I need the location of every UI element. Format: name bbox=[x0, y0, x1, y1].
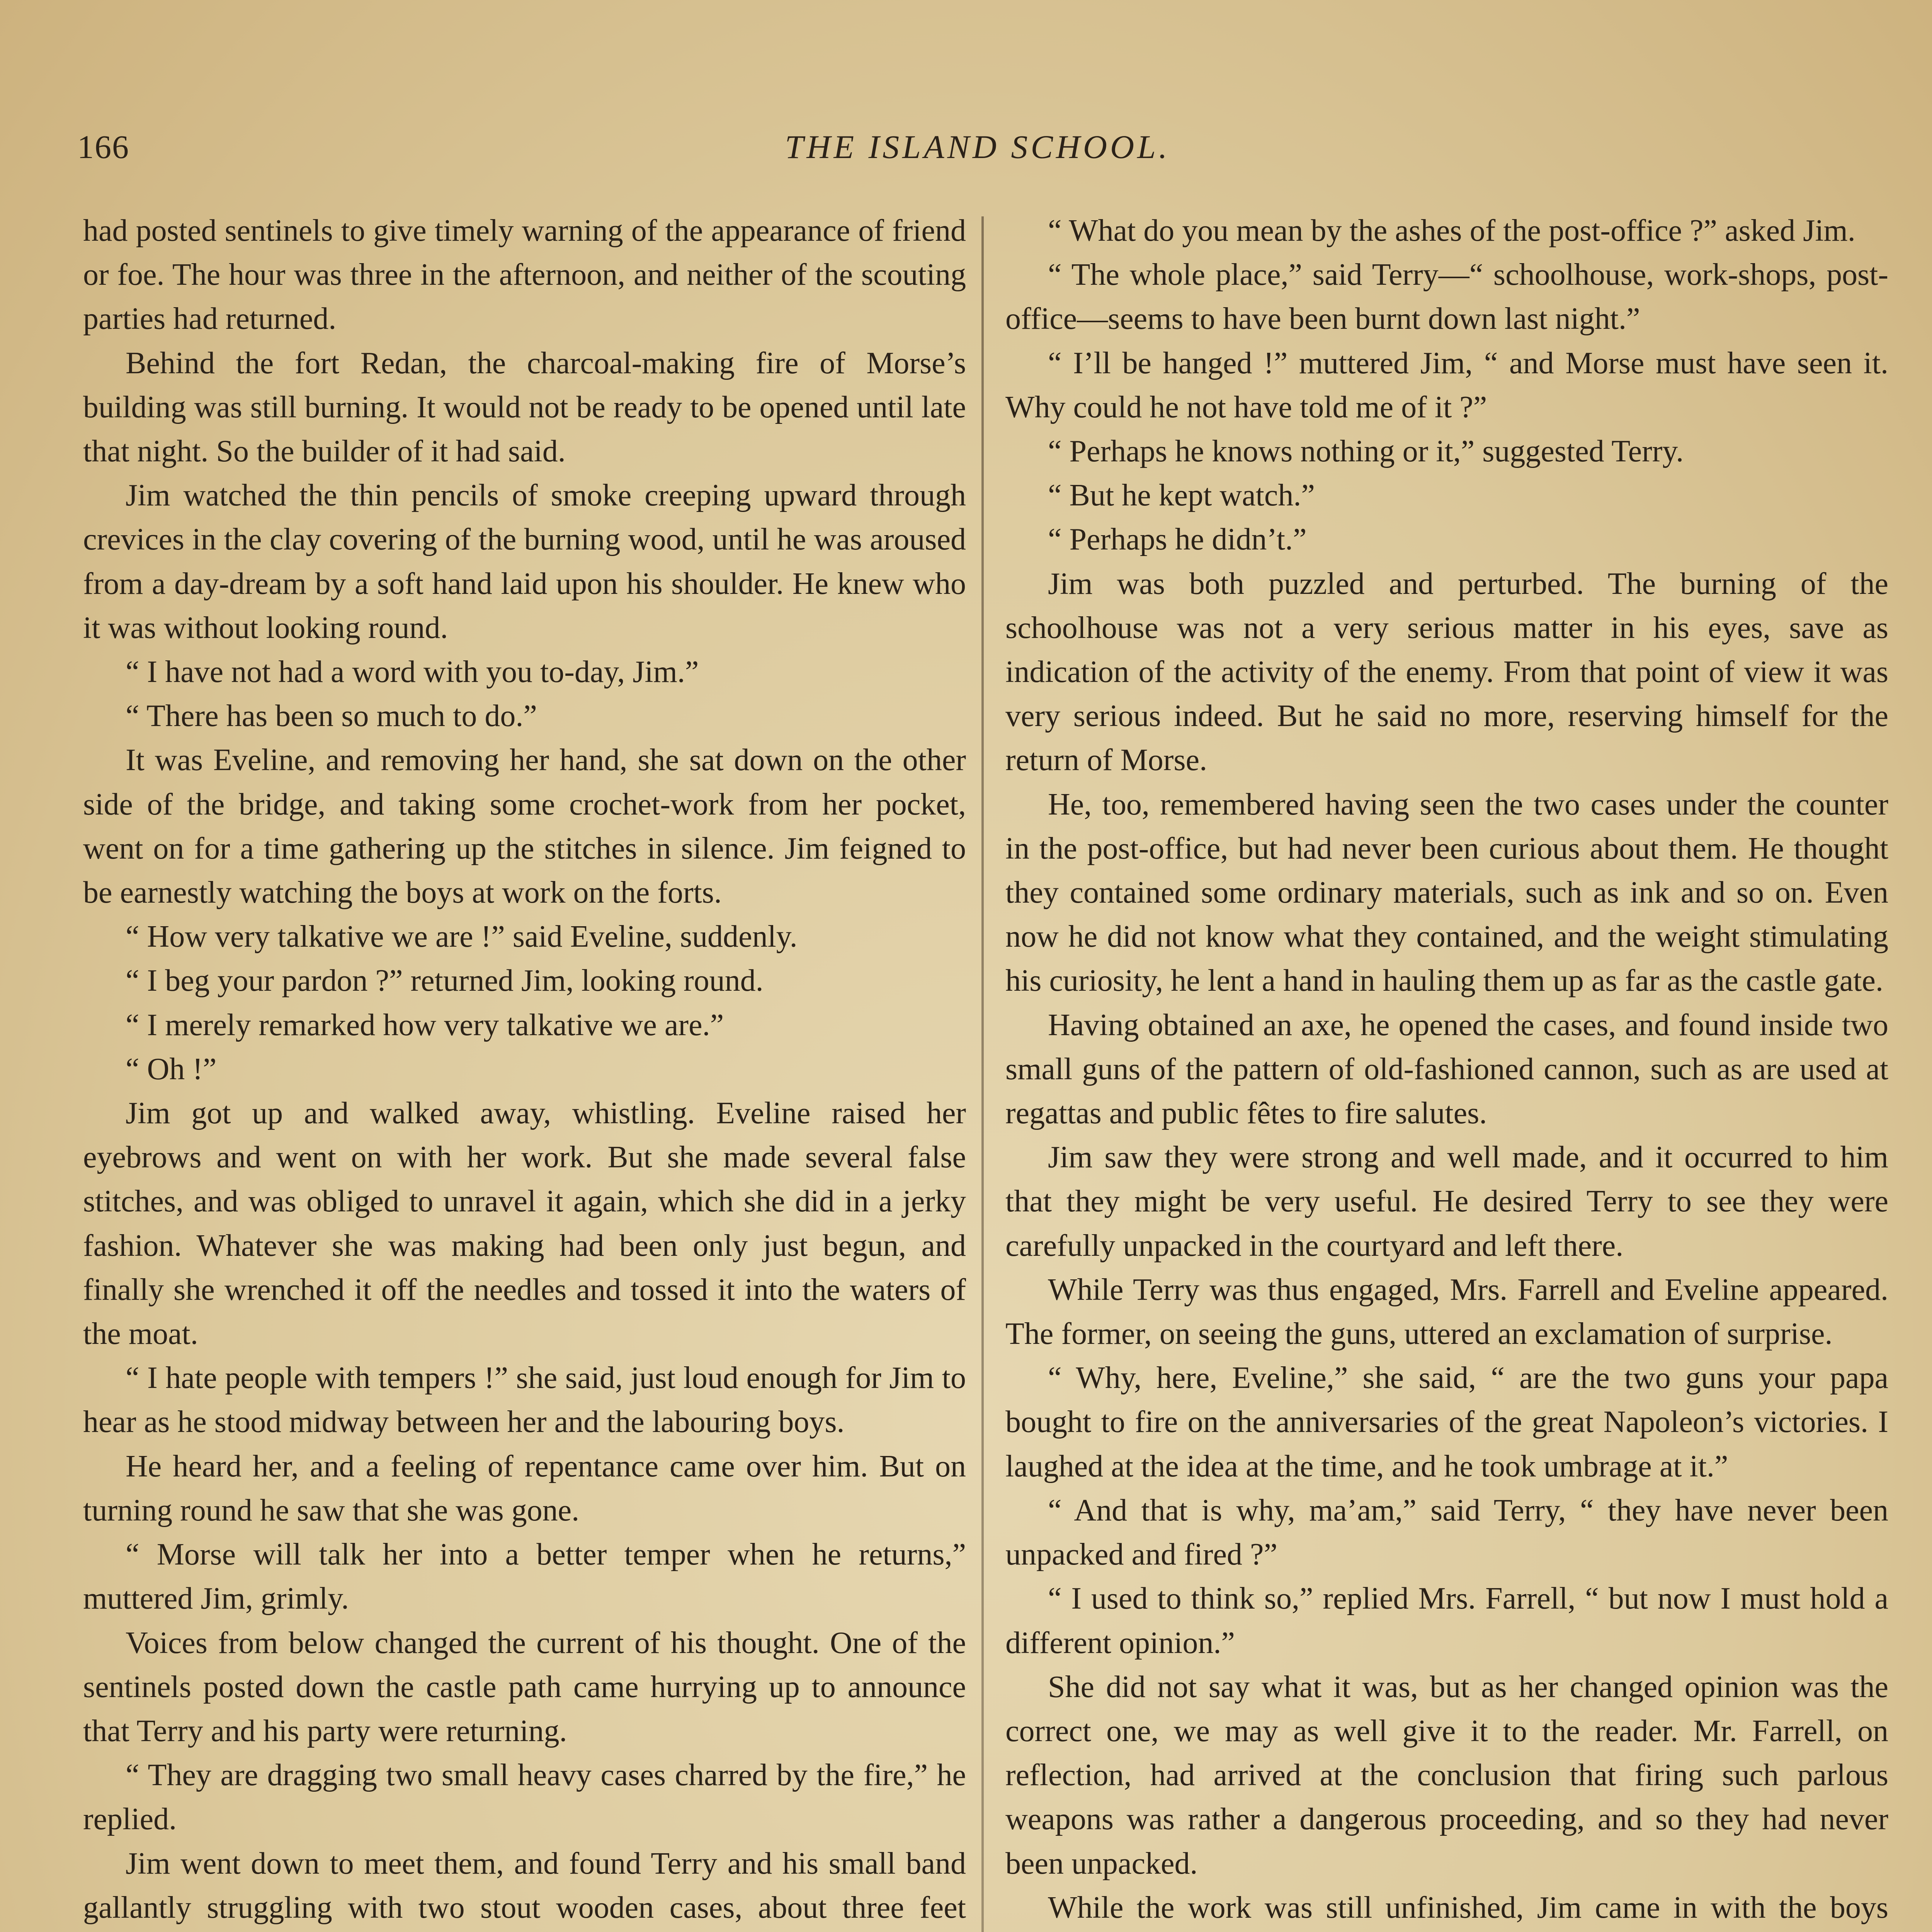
paragraph: “ But he kept watch.” bbox=[1048, 478, 1315, 513]
paragraph: “ I used to think so,” replied Mrs. Farrell, “ but now I must hold a different opinion.” bbox=[1005, 1582, 1888, 1660]
paragraph: While the work was still unfinished, Jim came in with the boys bbox=[1048, 1890, 1888, 1925]
paragraph: had posted sentinels to give timely warning of the appearance of friend or foe. The hour was three in the afternoon, and neither of the scouting parties had returned. bbox=[83, 214, 966, 336]
paragraph: “ There has been so much to do.” bbox=[126, 699, 537, 733]
right-text-column bbox=[1005, 209, 1888, 1932]
paragraph: “ What do you mean by the ashes of the post-office ?” asked Jim. bbox=[1048, 214, 1855, 248]
paragraph: “ Perhaps he didn’t.” bbox=[1048, 522, 1307, 557]
paragraph: He, too, remembered having seen the two cases under the counter in the post-office, but had never been curious about them. He thought they contained some ordinary materials, such as ink and so on. Even now he did not know what they contained, and the weight stimulating his curiosity, he lent a hand in hauling them up as far as the castle gate. bbox=[1005, 787, 1888, 998]
paragraph: Jim got up and walked away, whistling. Eveline raised her eyebrows and went on with her work. But she made several false stitches, and was obliged to unravel it again, which she did in a jerky fashion. Whatever she was making had been only just begun, and finally she wrenched it off the needles and tossed it into the waters of the moat. bbox=[83, 1096, 966, 1351]
running-title: THE ISLAND SCHOOL. bbox=[785, 128, 1170, 165]
paragraph: “ Morse will talk her into a better temper when he returns,” muttered Jim, grimly. bbox=[83, 1537, 966, 1616]
page-number: 166 bbox=[77, 128, 129, 165]
paragraph: It was Eveline, and removing her hand, she sat down on the other side of the bridge, and taking some crochet-work from her pocket, went on for a time gathering up the stitches in silence. Jim feigned to be earnestly watching the boys at work on the forts. bbox=[83, 743, 966, 910]
paragraph: “ I beg your pardon ?” returned Jim, looking round. bbox=[126, 964, 764, 998]
paragraph: Voices from below changed the current of his thought. One of the sentinels posted down the castle path came hurrying up to announce that Terry and his party were returning. bbox=[83, 1626, 966, 1748]
paragraph: “ And that is why, ma’am,” said Terry, “ they have never been unpacked and fired ?” bbox=[1005, 1493, 1888, 1572]
paragraph: “ I hate people with tempers !” she said, just loud enough for Jim to hear as he stood midway between her and the labouring boys. bbox=[83, 1361, 966, 1439]
paragraph: “ The whole place,” said Terry—“ schoolhouse, work-shops, post-office—seems to have been burnt down last night.” bbox=[1005, 258, 1888, 336]
paragraph: “ I have not had a word with you to-day, Jim.” bbox=[126, 655, 699, 689]
paragraph: “ Oh !” bbox=[126, 1052, 217, 1086]
paragraph: Jim saw they were strong and well made, and it occurred to him that they might be very useful. He desired Terry to see they were carefully unpacked in the courtyard and left there. bbox=[1005, 1140, 1888, 1263]
paragraph: Behind the fort Redan, the charcoal-making fire of Morse’s building was still burning. It would not be ready to be opened until late that night. So the builder of it had said. bbox=[83, 346, 966, 469]
paragraph: “ I merely remarked how very talkative we are.” bbox=[126, 1008, 724, 1042]
page-header bbox=[77, 128, 1878, 178]
paragraph: “ Perhaps he knows nothing or it,” suggested Terry. bbox=[1048, 434, 1684, 469]
left-text-column bbox=[83, 209, 966, 1932]
paragraph: Jim was both puzzled and perturbed. The burning of the schoolhouse was not a very serious matter in his eyes, save as indication of the activity of the enemy. From that point of view it was very serious indeed. But he said no more, reserving himself for the return of Morse. bbox=[1005, 566, 1888, 777]
paragraph: Jim went down to meet them, and found Terry and his small band gallantly struggling with two stout wooden cases, about three feet bbox=[83, 1846, 966, 1925]
paragraph: “ How very talkative we are !” said Eveline, suddenly. bbox=[126, 920, 798, 954]
paragraph: Having obtained an axe, he opened the cases, and found inside two small guns of the pattern of old-fashioned cannon, such as are used at regattas and public fêtes to fire salutes. bbox=[1005, 1008, 1888, 1131]
paragraph: He heard her, and a feeling of repentance came over him. But on turning round he saw that she was gone. bbox=[83, 1449, 966, 1527]
column-divider bbox=[981, 216, 984, 1932]
paragraph: She did not say what it was, but as her changed opinion was the correct one, we may as well give it to the reader. Mr. Farrell, on reflection, had arrived at the conclusion that firing such parlous weapons was rather a dangerous proceeding, and so they had never been unpacked. bbox=[1005, 1670, 1888, 1881]
paragraph: Jim watched the thin pencils of smoke creeping upward through crevices in the clay covering of the burning wood, until he was aroused from a day-dream by a soft hand laid upon his shoulder. He knew who it was without looking round. bbox=[83, 478, 966, 645]
paragraph: “ I’ll be hanged !” muttered Jim, “ and Morse must have seen it. Why could he not have told me of it ?” bbox=[1005, 346, 1888, 424]
paragraph: “ Why, here, Eveline,” she said, “ are the two guns your papa bought to fire on the anniversaries of the great Napoleon’s victories. I laughed at the idea at the time, and he took umbrage at it.” bbox=[1005, 1361, 1888, 1483]
paragraph: “ They are dragging two small heavy cases charred by the fire,” he replied. bbox=[83, 1758, 966, 1837]
paragraph: While Terry was thus engaged, Mrs. Farrell and Eveline appeared. The former, on seeing the guns, uttered an exclamation of surprise. bbox=[1005, 1272, 1888, 1351]
